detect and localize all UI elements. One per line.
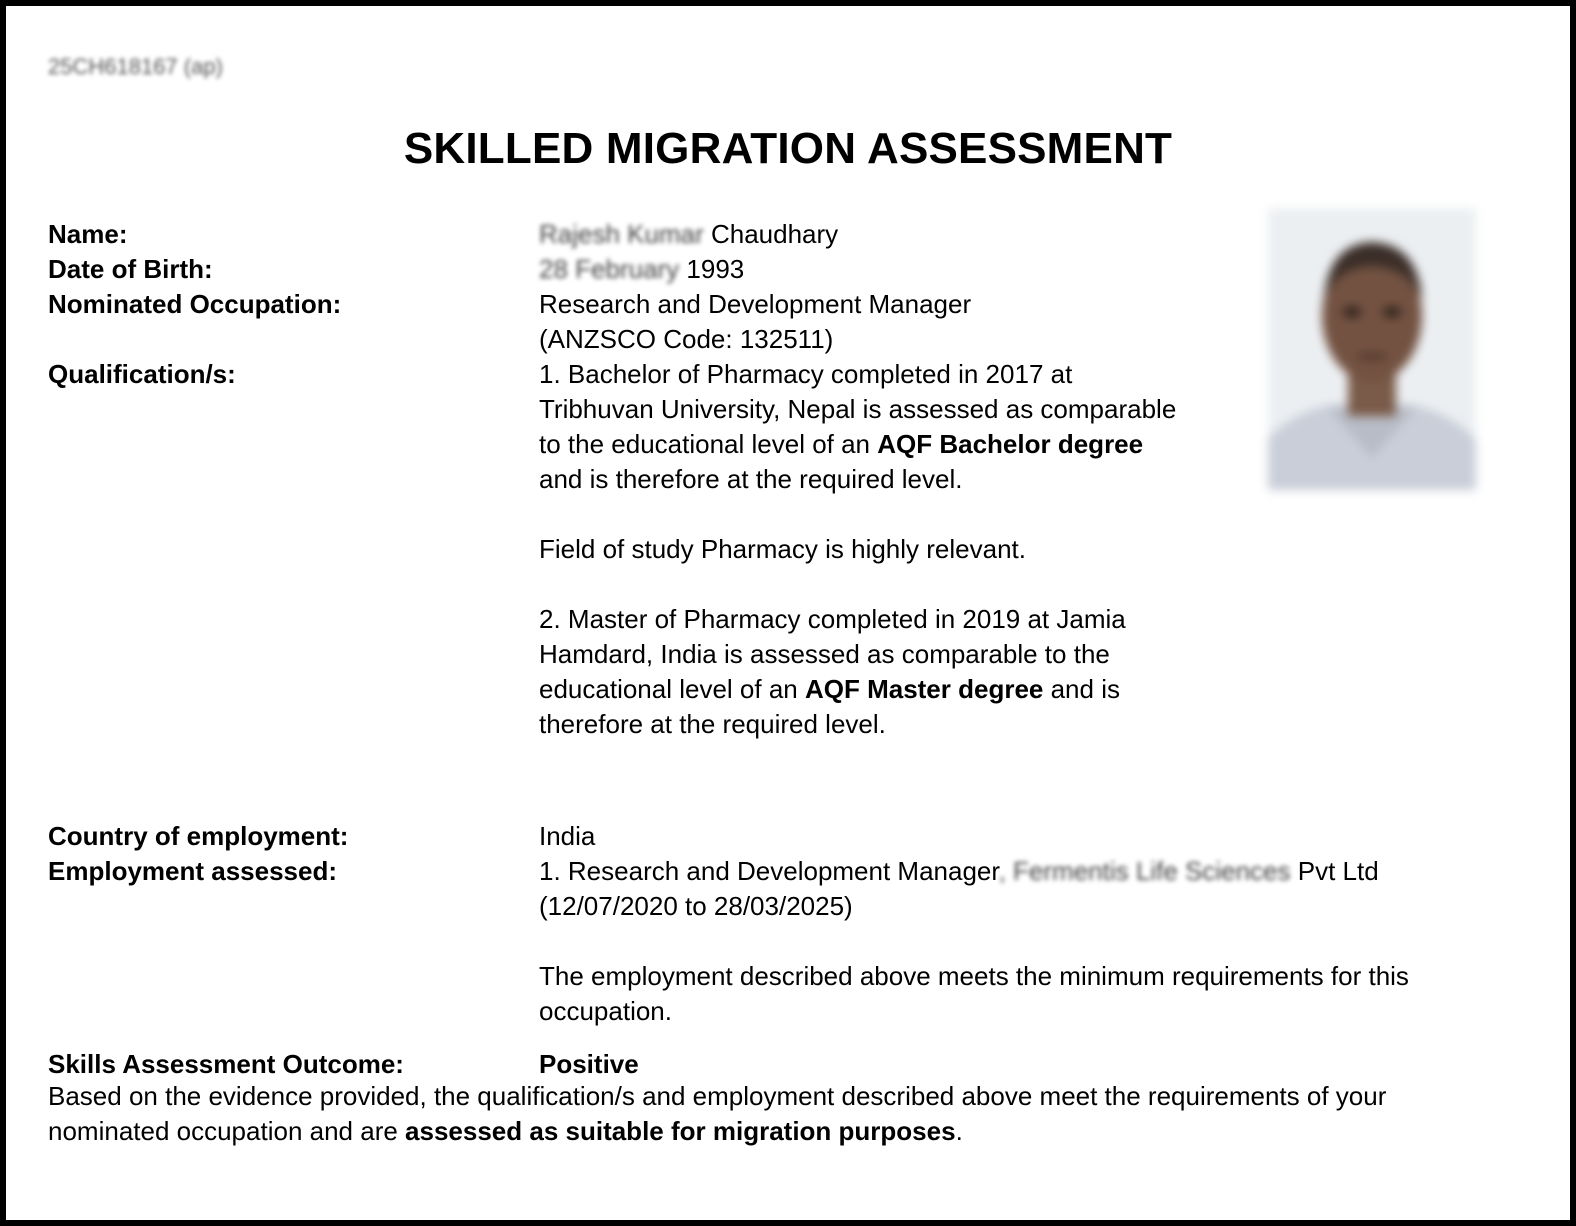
qualification-1-line-3 [539, 427, 1143, 462]
dob-redacted: 28 February [539, 254, 680, 284]
outcome-value: Positive [539, 1049, 639, 1079]
qualification-2-line-4: therefore at the required level. [539, 709, 886, 739]
occupation-label: Nominated Occupation: [48, 289, 342, 319]
outcome-summary-period: . [955, 1116, 963, 1146]
outcome-summary [48, 1079, 1538, 1149]
qualification-2-line-3 [539, 672, 1120, 707]
employment-line-1 [539, 854, 1379, 889]
outcome-summary-line-2-text: nominated occupation and are [48, 1116, 406, 1146]
outcome-summary-line-1: Based on the evidence provided, the qualification/s and employment described above meet the requirements of your [48, 1081, 1387, 1111]
outcome-label: Skills Assessment Outcome: [48, 1049, 404, 1079]
name-label: Name: [48, 219, 128, 249]
qualification-1-aqf-level: AQF Bachelor degree [877, 429, 1144, 459]
applicant-photo-icon [1268, 208, 1476, 490]
country-of-employment-value: India [539, 821, 596, 851]
name-surname: Chaudhary [710, 219, 839, 249]
outcome-summary-verdict: assessed as suitable for migration purposes [405, 1116, 956, 1146]
qualification-2-line-2: Hamdard, India is assessed as comparable to the [539, 639, 1110, 669]
qualification-1-line-3-text: to the educational level of an [539, 429, 878, 459]
name-redacted: Rajesh Kumar [539, 219, 704, 249]
employment-note-line-1: The employment described above meets the minimum requirements for this [539, 961, 1409, 991]
employer-suffix: Pvt Ltd [1290, 856, 1379, 886]
employment-period: (12/07/2020 to 28/03/2025) [539, 891, 853, 921]
outcome-summary-line-2 [48, 1114, 1538, 1149]
qualification-2-line-3-tail: and is [1043, 674, 1120, 704]
page-title: SKILLED MIGRATION ASSESSMENT [403, 124, 1173, 173]
field-of-study-note: Field of study Pharmacy is highly relevant. [539, 534, 1026, 564]
name-value [539, 217, 838, 252]
qualification-1-line-1: 1. Bachelor of Pharmacy completed in 2017 at [539, 359, 1073, 389]
country-of-employment-label: Country of employment: [48, 821, 349, 851]
dob-value [539, 252, 744, 287]
employment-position: 1. Research and Development Manager [539, 856, 999, 886]
qualification-2-line-1: 2. Master of Pharmacy completed in 2019 at Jamia [539, 604, 1126, 634]
employer-redacted: , Fermentis Life Sciences [998, 856, 1291, 886]
qualification-1-line-4: and is therefore at the required level. [539, 464, 963, 494]
employment-note-line-2: occupation. [539, 996, 672, 1026]
qualifications-label: Qualification/s: [48, 359, 236, 389]
employment-assessed-label: Employment assessed: [48, 856, 338, 886]
occupation-line-1: Research and Development Manager [539, 289, 972, 319]
occupation-line-2: (ANZSCO Code: 132511) [539, 324, 834, 354]
dob-label: Date of Birth: [48, 254, 213, 284]
dob-year: 1993 [686, 254, 745, 284]
reference-number: 25CH618167 (ap) [48, 54, 223, 79]
qualification-2-line-3-text: educational level of an [539, 674, 805, 704]
qualification-1-line-2: Tribhuvan University, Nepal is assessed as comparable [539, 394, 1177, 424]
qualification-2-aqf-level: AQF Master degree [804, 674, 1044, 704]
